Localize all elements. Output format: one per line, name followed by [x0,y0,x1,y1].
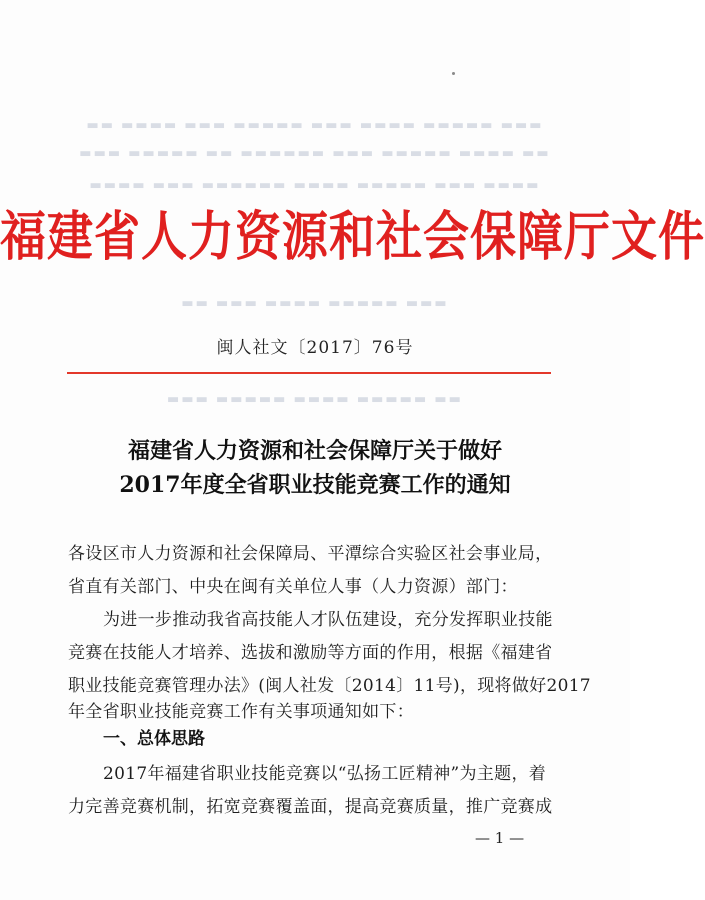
notice-title-line: 2017年度全省职业技能竞赛工作的通知 [119,472,511,498]
body-paragraph-line: 2017年福建省职业技能竞赛以“弘扬工匠精神”为主题，着 [103,764,547,784]
section-heading: 一、总体思路 [103,729,205,749]
red-divider-rule [67,372,551,374]
bleed-through-line: ▬▬▬ ▬▬▬▬▬ ▬▬▬▬ ▬▬▬▬▬ ▬▬ [167,392,463,407]
body-paragraph-line: 职业技能竞赛管理办法》(闽人社发〔2014〕11号)，现将做好2017 [68,676,591,696]
bleed-through-line: ▬▬ ▬▬▬ ▬▬▬▬ ▬▬▬▬▬ ▬▬▬ [181,296,449,311]
issuer-header: 福建省人力资源和社会保障厅文件 [0,204,705,268]
body-paragraph-line: 力完善竞赛机制，拓宽竞赛覆盖面，提高竞赛质量，推广竞赛成 [68,797,553,817]
bleed-through-line: ▬▬ ▬▬▬▬ ▬▬▬ ▬▬▬▬▬ ▬▬▬ ▬▬▬▬ ▬▬▬▬▬ ▬▬▬ [86,118,544,133]
body-paragraph-line: 竞赛在技能人才培养、选拔和激励等方面的作用，根据《福建省 [68,643,553,663]
body-paragraph-line: 为进一步推动我省高技能人才队伍建设，充分发挥职业技能 [103,610,553,630]
bleed-through-line: ▬▬▬ ▬▬▬▬▬ ▬▬ ▬▬▬▬▬▬ ▬▬▬ ▬▬▬▬▬ ▬▬▬▬ ▬▬ [79,146,551,161]
page-number: — 1 — [475,829,525,847]
notice-title-line: 福建省人力资源和社会保障厅关于做好 [127,438,502,464]
body-paragraph-line: 年全省职业技能竞赛工作有关事项通知如下： [68,702,414,722]
document-number: 闽人社文〔2017〕76号 [216,338,414,358]
addressee-line: 省直有关部门、中央在闽有关单位人事（人力资源）部门： [68,577,518,597]
addressee-line: 各设区市人力资源和社会保障局、平潭综合实验区社会事业局， [68,544,553,564]
bleed-through-line: ▬▬▬▬ ▬▬▬ ▬▬▬▬▬▬ ▬▬▬▬ ▬▬▬▬▬ ▬▬▬ ▬▬▬▬ [89,178,541,193]
scan-speck [452,72,455,75]
